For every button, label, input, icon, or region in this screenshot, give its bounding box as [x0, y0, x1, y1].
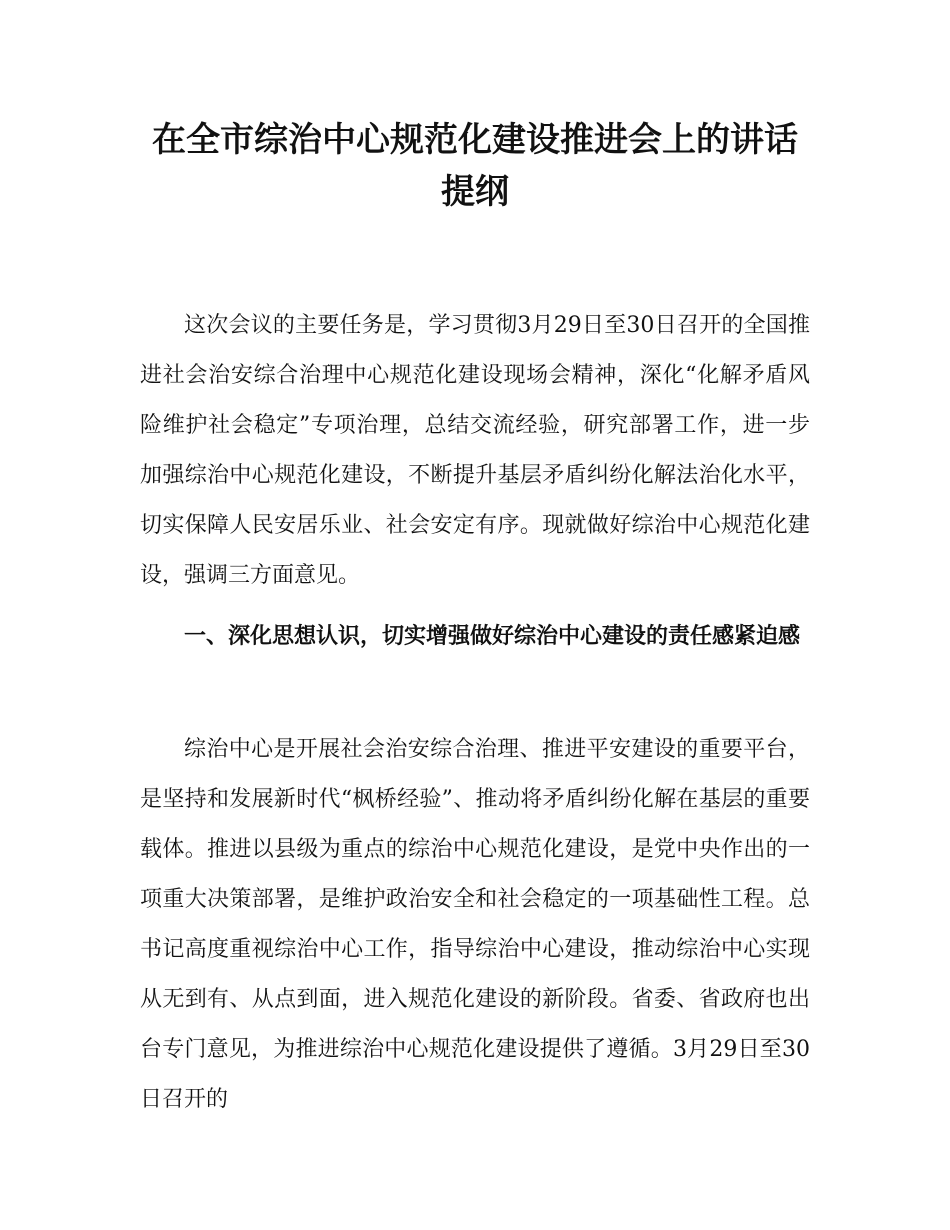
paragraph-center-importance: 综治中心是开展社会治安综合治理、推进平安建设的重要平台，是坚持和发展新时代“枫桥经验”、推动将矛盾纠纷化解在基层的重要载体。推进以县级为重点的综治中心规范化建设，是党中央作出的一项重大决策部署，是维护政治安全和社会稳定的一项基础性工程。总书记高度重视综治中心工作，指导综治中心建设，推动综治中心实现从无到有、从点到面，进入规范化建设的新阶段。省委、省政府也出台专门意见，为推进综治中心规范化建设提供了遵循。3月29日至30日召开的: [140, 737, 810, 1112]
document-title: 在全市综治中心规范化建设推进会上的讲话提纲: [152, 120, 798, 212]
section-heading-1: 一、深化思想认识，切实增强做好综治中心建设的责任感紧迫感: [184, 624, 801, 649]
paragraph-meeting-task: 这次会议的主要任务是，学习贯彻3月29日至30日召开的全国推进社会治安综合治理中心规范化建设现场会精神，深化“化解矛盾风险维护社会稳定”专项治理，总结交流经验，研究部署工作，进一步加强综治中心规范化建设，不断提升基层矛盾纠纷化解法治化水平，切实保障人民安居乐业、社会安定有序。现就做好综治中心规范化建设，强调三方面意见。: [140, 313, 810, 588]
